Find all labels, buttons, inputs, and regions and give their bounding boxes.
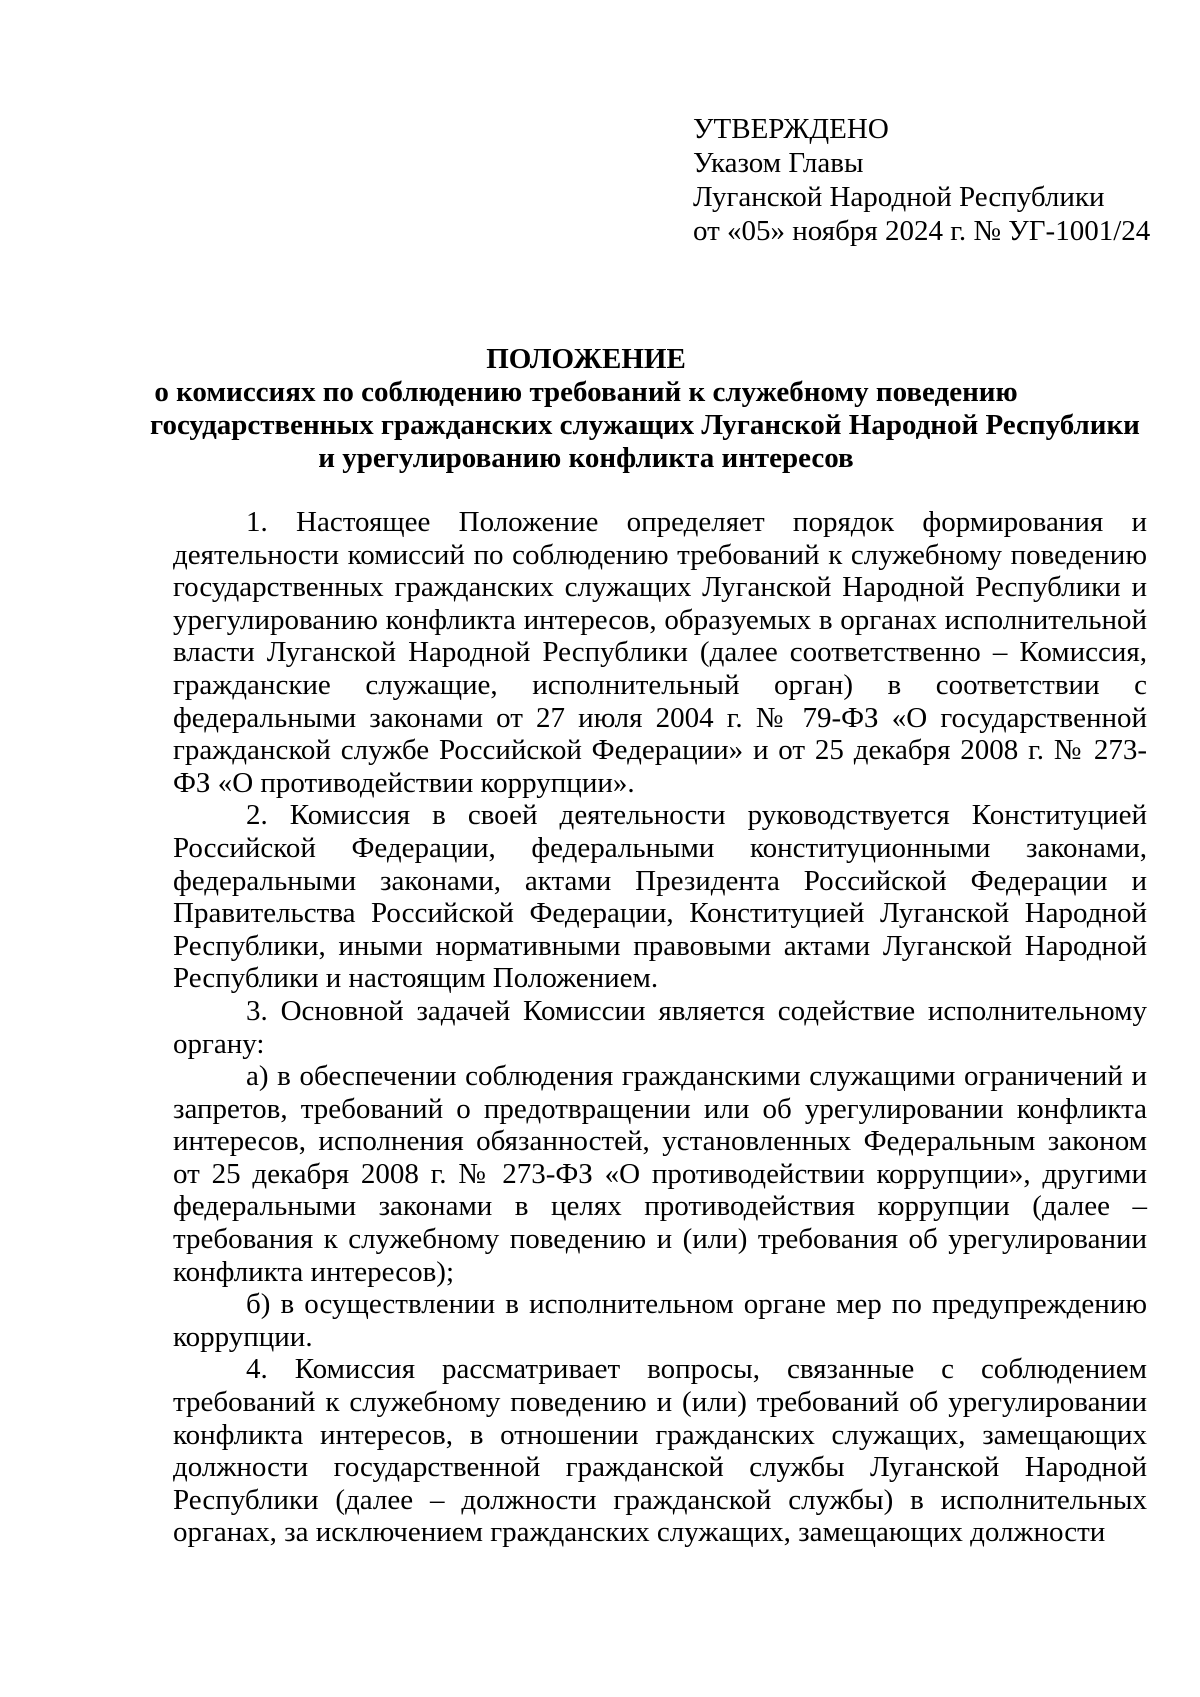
approval-date-number: от «05» ноября 2024 г. № УГ-1001/24	[693, 215, 1151, 247]
paragraph-3a: а) в обеспечении соблюдения гражданскими служащими ограничений и запретов, требований о предотвращении или об урегулировании конфликта интересов, исполнения обязанностей, установленных Федеральным законом от 25 декабря 2008 г. № 273-ФЗ «О противодействии коррупции», другими федеральными законами в целях противодействия коррупции (далее – требования к служебному поведению и (или) требования об урегулировании конфликта интересов);	[173, 1060, 1147, 1288]
paragraph-1: 1. Настоящее Положение определяет порядок формирования и деятельности комиссий по соблюдению требований к служебному поведению государственных гражданских служащих Луганской Народной Республики и урегулированию конфликта интересов, образуемых в органах исполнительной власти Луганской Народной Республики (далее соответственно – Комиссия, гражданские служащие, исполнительный орган) в соответствии с федеральными законами от 27 июля 2004 г. № 79-ФЗ «О государственной гражданской службе Российской Федерации» и от 25 декабря 2008 г. № 273-ФЗ «О противодействии коррупции».	[173, 506, 1147, 799]
title-line: и урегулированию конфликта интересов	[318, 442, 854, 474]
paragraph-2: 2. Комиссия в своей деятельности руководствуется Конституцией Российской Федерации, федеральными конституционными законами, федеральными законами, актами Президента Российской Федерации и Правительства Российской Федерации, Конституцией Луганской Народной Республики, иными нормативными правовыми актами Луганской Народной Республики и настоящим Положением.	[173, 799, 1147, 995]
document-body	[173, 506, 1147, 1549]
approval-republic: Луганской Народной Республики	[693, 181, 1105, 213]
approval-status: УТВЕРЖДЕНО	[693, 113, 889, 145]
approval-stamp	[693, 112, 1150, 248]
title-line: о комиссиях по соблюдению требований к служебному поведению	[154, 376, 1018, 408]
document-title	[150, 343, 1140, 475]
title-line: государственных гражданских служащих Луганской Народной Республики	[150, 409, 1140, 441]
title-heading: ПОЛОЖЕНИЕ	[486, 343, 686, 375]
paragraph-3: 3. Основной задачей Комиссии является содействие исполнительному органу:	[173, 994, 1147, 1060]
paragraph-3b: б) в осуществлении в исполнительном органе мер по предупреждению коррупции.	[173, 1288, 1147, 1353]
approval-authority: Указом Главы	[693, 147, 864, 179]
paragraph-4: 4. Комиссия рассматривает вопросы, связанные с соблюдением требований к служебному поведению и (или) требований об урегулировании конфликта интересов, в отношении гражданских служащих, замещающих должности государственной гражданской службы Луганской Народной Республики (далее – должности гражданской службы) в исполнительных органах, за исключением гражданских служащих, замещающих должности	[173, 1353, 1147, 1549]
